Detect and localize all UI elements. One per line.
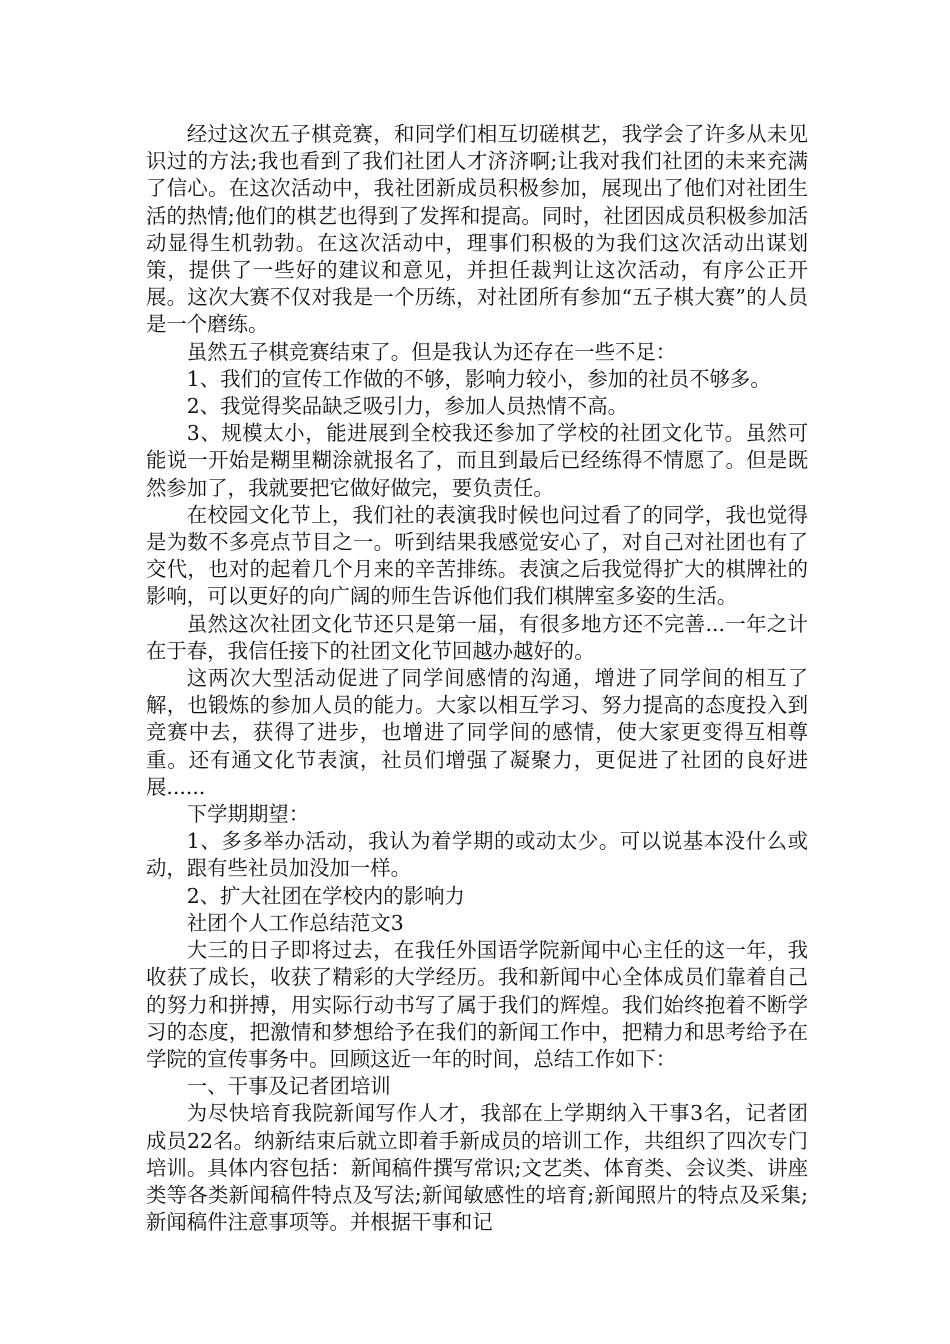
paragraph-news-center-intro: 大三的日子即将过去，在我任外国语学院新闻中心主任的这一年，我收获了成长，收获了精彩的大学经历。我和新闻中心全体成员们靠着自己的努力和拼搏，用实际行动书写了属于我们的辉煌。我们始终抱着不断学习的态度，把激情和梦想给予在我们的新闻工作中，把精力和思考给予在学院的宣传事务中。回顾这近一年的时间，总结工作如下： <box>146 938 808 1071</box>
paragraph-shortcoming-3: 3、规模太小，能进展到全校我还参加了学校的社团文化节。虽然可能说一开始是糊里糊涂就报名了，而且到最后已经练得不情愿了。但是既然参加了，我就要把它做好做完，要负责任。 <box>146 421 808 500</box>
paragraph-shortcoming-2: 2、我觉得奖品缺乏吸引力，参加人员热情不高。 <box>186 394 628 419</box>
paragraph-training-details: 为尽快培育我院新闻写作人才，我部在上学期纳入干事3名，记者团成员22名。纳新结束后就立即着手新成员的培训工作，共组织了四次专门培训。具体内容包括：新闻稿件撰写常识;文艺类、体育类、会议类、讲座类等各类新闻稿件特点及写法;新闻敏感性的培育;新闻照片的特点及采集;新闻稿件注意事项等。并根据干事和记 <box>146 1101 808 1235</box>
paragraph-expectation-2: 2、扩大社团在学校内的影响力 <box>186 883 465 908</box>
paragraph-activities-summary: 这两次大型活动促进了同学间感情的沟通，增进了同学间的相互了解，也锻炼的参加人员的能力。大家以相互学习、努力提高的态度投入到竞赛中去，获得了进步，也增进了同学间的感情，使大家更变得互相尊重。还有通文化节表演，社员们增强了凝聚力，更促进了社团的良好进展...... <box>146 666 808 799</box>
paragraph-culture-festival: 在校园文化节上，我们社的表演我时候也问过看了的同学，我也觉得是为数不多亮点节目之一。听到结果我感觉安心了，对自己对社团也有了交代，也对的起着几个月来的辛苦排练。表演之后我觉得扩大的棋牌社的影响，可以更好的向广阔的师生告诉他们我们棋牌室多姿的生活。 <box>146 502 808 609</box>
section-heading-training: 一、干事及记者团培训 <box>186 1074 391 1099</box>
paragraph-first-festival: 虽然这次社团文化节还只是第一届，有很多地方还不完善...一年之计在于春，我信任接下的社团文化节回越办越好的。 <box>146 611 808 663</box>
paragraph-expectation-1: 1、多多举办活动，我认为着学期的或动太少。可以说基本没什么或动，跟有些社员加没加一样。 <box>146 829 808 881</box>
paragraph-shortcoming-1: 1、我们的宣传工作做的不够，影响力较小，参加的社员不够多。 <box>186 366 771 391</box>
paragraph-shortcomings-intro: 虽然五子棋竞赛结束了。但是我认为还存在一些不足： <box>186 339 677 364</box>
paragraph-gomoku-reflection: 经过这次五子棋竞赛，和同学们相互切磋棋艺，我学会了许多从未见识过的方法;我也看到了我们社团人才济济啊;让我对我们社团的未来充满了信心。在这次活动中，我社团新成员积极参加，展现出了他们对社团生活的热情;他们的棋艺也得到了发挥和提高。同时，社团因成员积极参加活动显得生机勃勃。在这次活动中，理事们积极的为我们这次活动出谋划策，提供了一些好的建议和意见，并担任裁判让这次活动，有序公正开展。这次大赛不仅对我是一个历练，对社团所有参加“五子棋大赛”的人员是一个磨练。 <box>146 122 808 337</box>
section-title-sample-3: 社团个人工作总结范文3 <box>186 910 404 935</box>
paragraph-next-term-heading: 下学期期望： <box>186 802 310 827</box>
document-body <box>146 121 808 1236</box>
